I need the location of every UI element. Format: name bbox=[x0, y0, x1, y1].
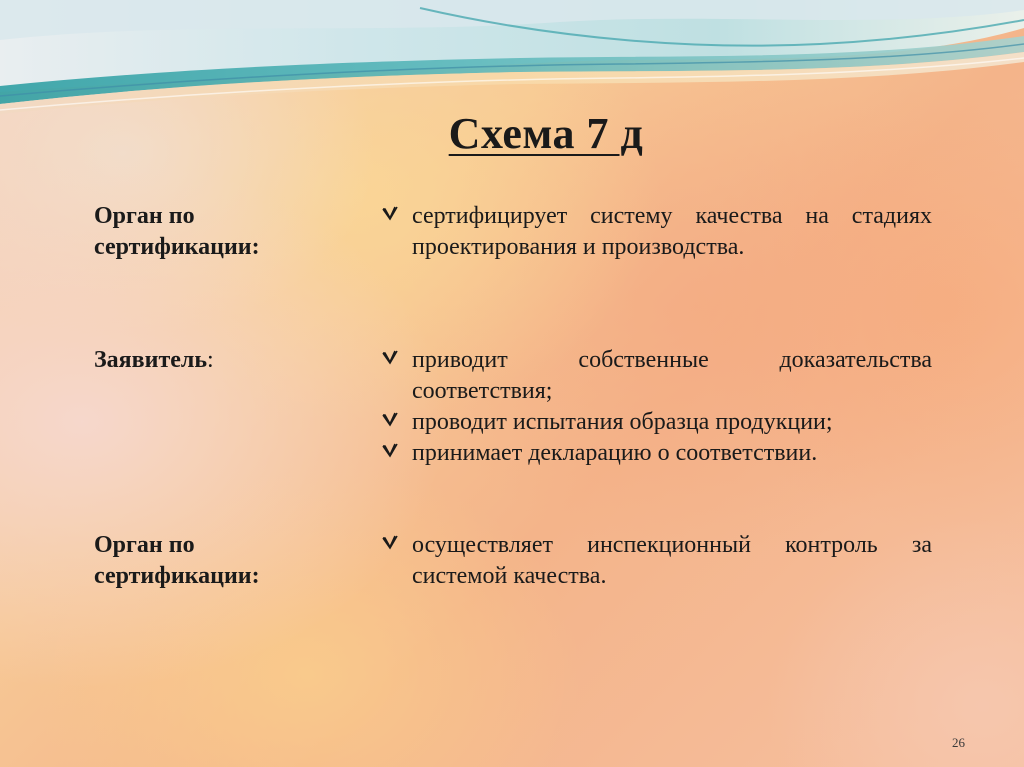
bullet-item bbox=[380, 345, 932, 407]
row-label-text: Заявитель bbox=[94, 347, 208, 373]
check-bullet-icon bbox=[382, 443, 398, 459]
slide-title: Схема 7 д bbox=[448, 109, 644, 158]
page-number: 26 bbox=[952, 735, 965, 750]
bullet-item bbox=[380, 438, 932, 469]
bullet-text: осуществляет инспекционный контроль за системой качества. bbox=[412, 532, 932, 589]
bullet-item bbox=[380, 201, 932, 263]
bullet-text: принимает декларацию о соответствии. bbox=[412, 440, 818, 466]
row-label: Орган по сертификации: bbox=[94, 532, 260, 589]
check-bullet-icon bbox=[382, 350, 398, 366]
bullet-item bbox=[380, 407, 932, 438]
bullet-list bbox=[380, 345, 932, 469]
bullet-text: сертифицирует систему качества на стадиях проектирования и производства. bbox=[412, 203, 932, 260]
row-label: Орган по сертификации: bbox=[94, 203, 260, 260]
check-bullet-icon bbox=[382, 206, 398, 222]
row-label bbox=[94, 345, 354, 376]
check-bullet-icon bbox=[382, 535, 398, 551]
bullet-list bbox=[380, 530, 932, 592]
row-label-suffix: : bbox=[207, 347, 214, 373]
bullet-text: проводит испытания образца продукции; bbox=[412, 409, 833, 435]
bullet-text: приводит собственные доказательства соответствия; bbox=[412, 347, 932, 404]
check-bullet-icon bbox=[382, 412, 398, 428]
bullet-list bbox=[380, 201, 932, 263]
bullet-item bbox=[380, 530, 932, 592]
